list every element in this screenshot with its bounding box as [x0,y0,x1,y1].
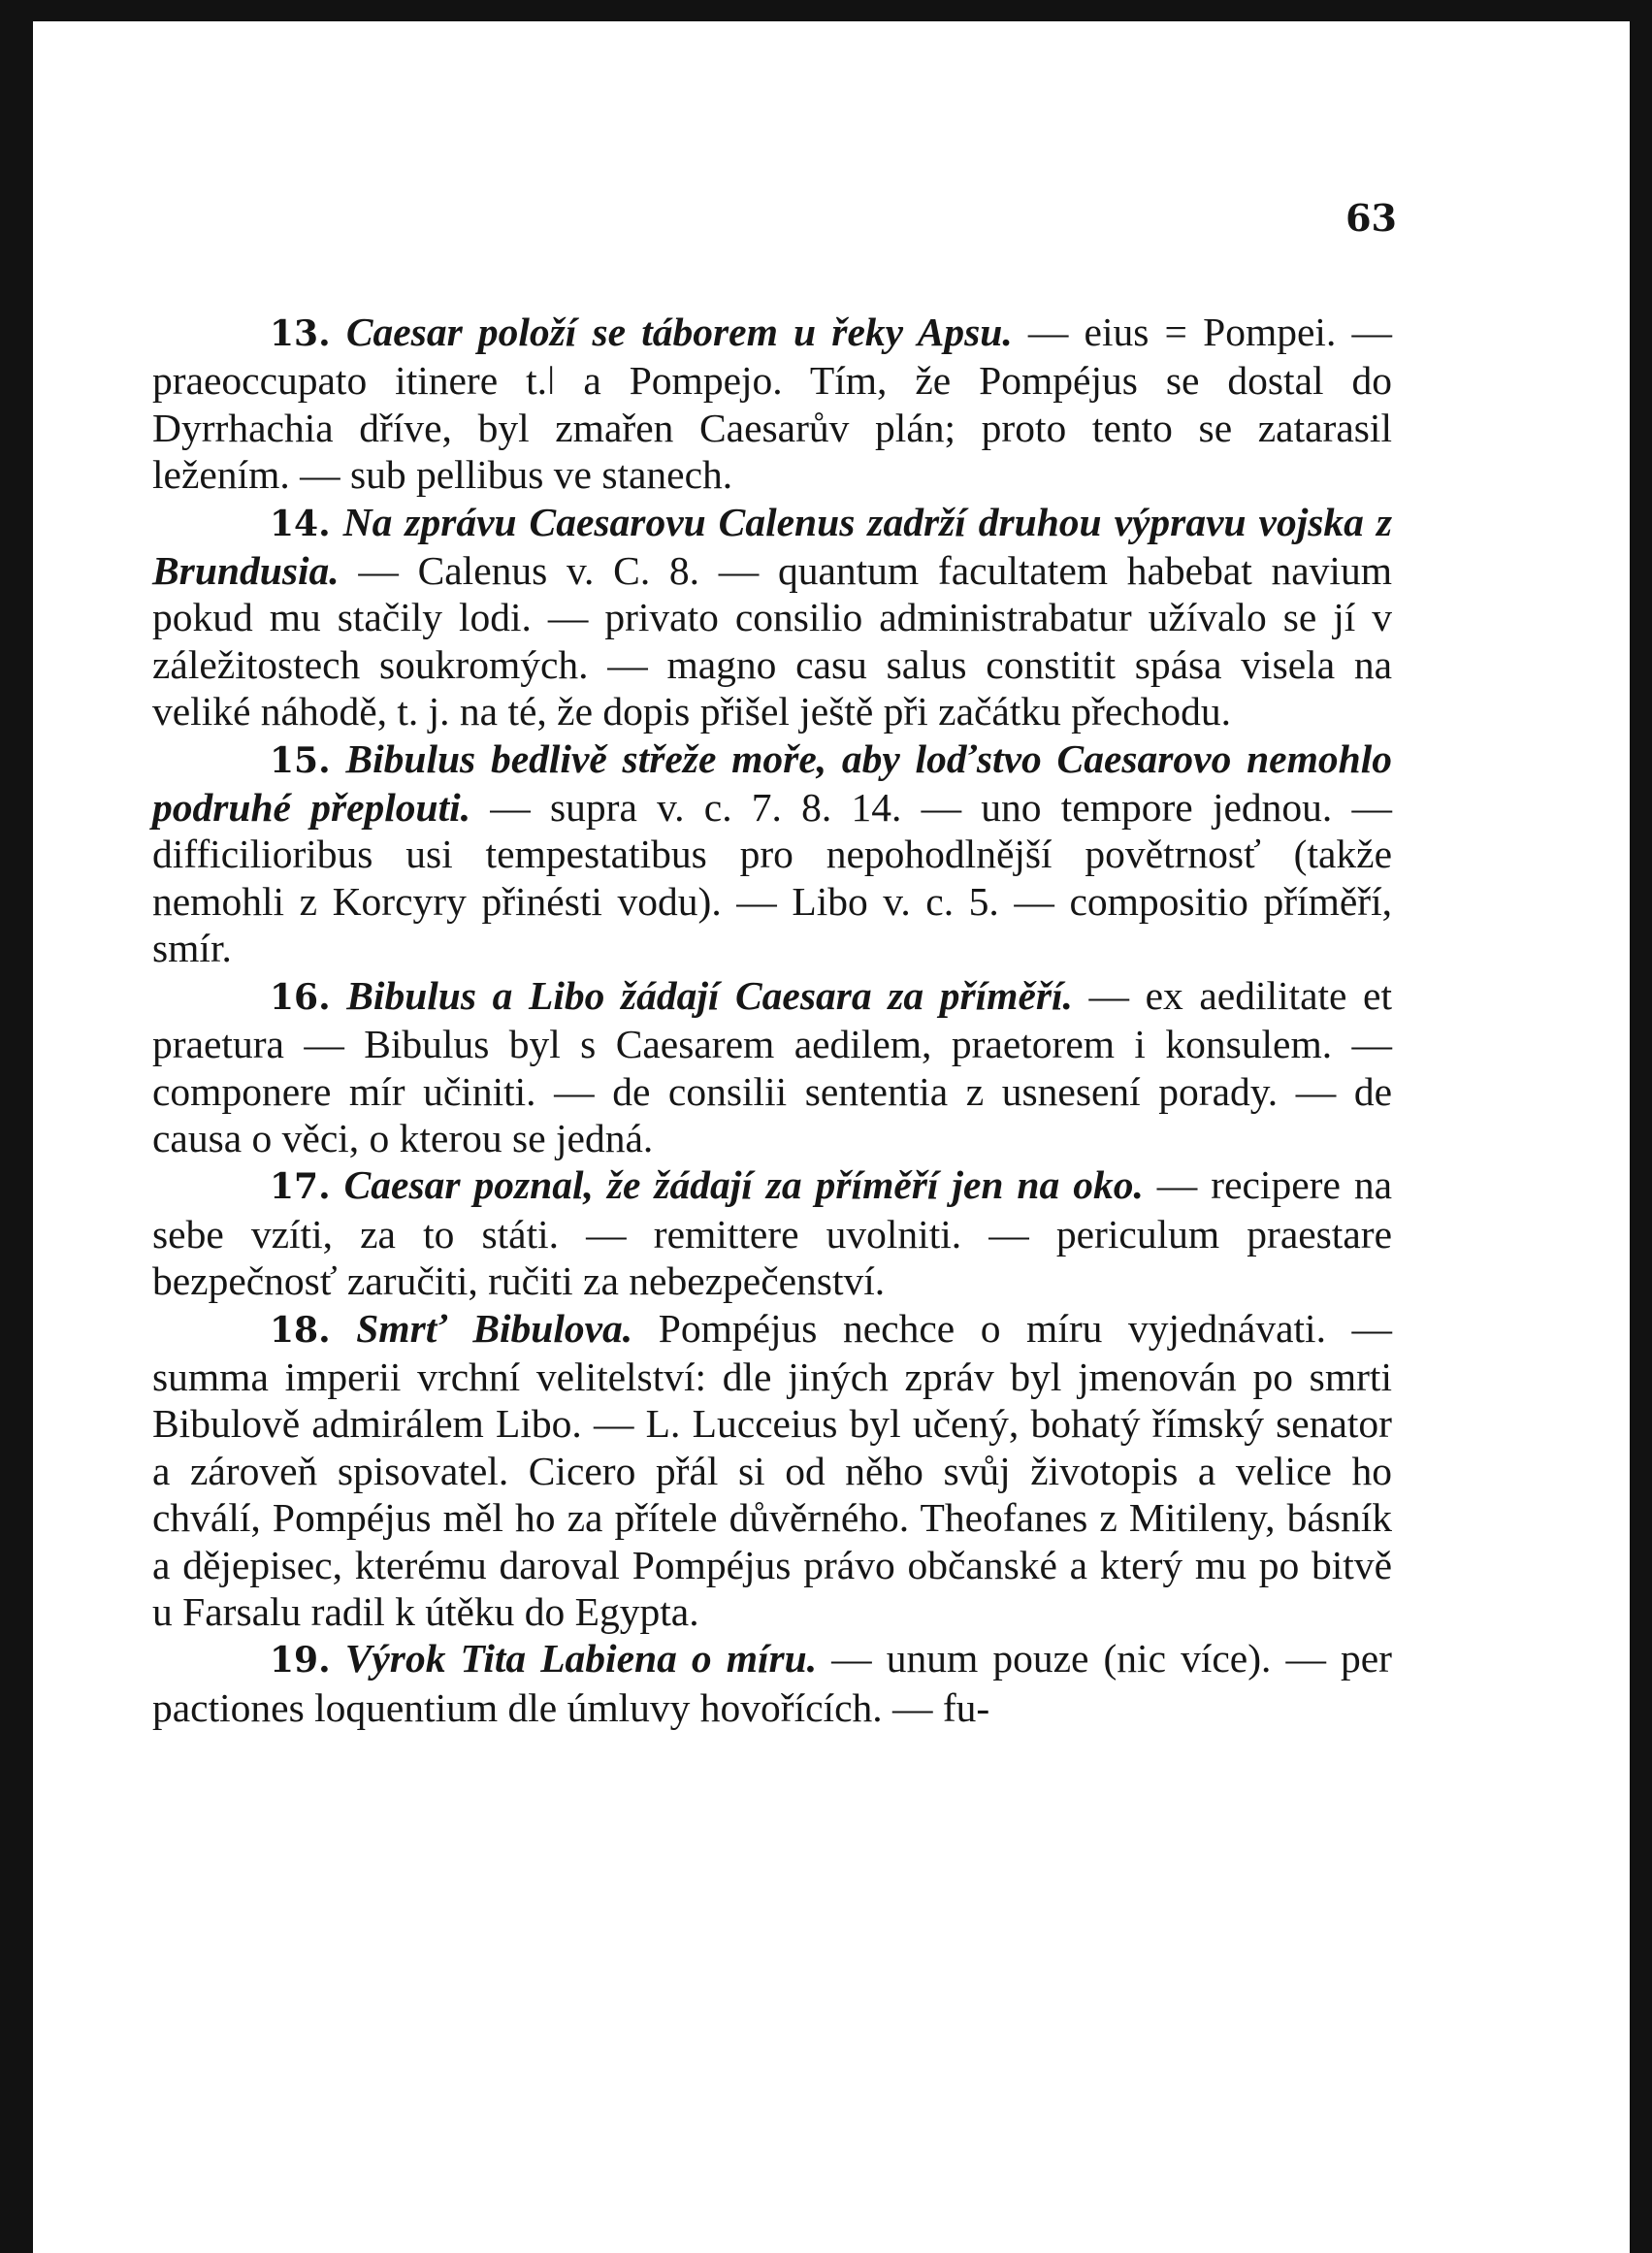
section-number: 15. [270,739,331,781]
section-number: 16. [270,976,331,1018]
section-title: Caesar položí se táborem u řeky Apsu. [345,310,1013,354]
section-number: 19. [270,1640,331,1682]
section-16 [152,972,1392,1162]
section-title: Výrok Tita Labiena o míru. [344,1636,818,1682]
section-body: — unum pouze (nic více). — per pactiones loquentium dle úmluvy hovořících. — fu- [152,1636,1392,1730]
section-body: — supra v. c. 7. 8. 14. — uno tempore jednou. — difficilioribus usi tempestatibus pro nepohodlnější povětrnosť (takže nemohli z Korcyry přinésti vodu). — Libo v. c. 5. — compositio příměří, smír. [152,785,1392,971]
section-18 [152,1305,1392,1636]
section-title: Bibulus bedlivě střeže moře, aby loďstvo Caesarovo nemohlo podruhé přeplouti. [152,735,1392,831]
section-body: — eius = Pompei. — praeoccupato itinere t.ǀ a Pompejo. Tím, že Pompéjus se dostal do Dyrrhachia dříve, byl zmařen Caesarův plán; proto tento se zatarasil ležením. — sub pellibus ve stanech. [152,310,1392,498]
scan-border-top [0,0,1652,21]
section-number: 13. [270,313,331,354]
scan-border-right [1630,0,1652,2253]
section-body: Pompéjus nechce o míru vyjednávati. — summa imperii vrchní velitelství: dle jiných zpráv byl jmenován po smrti Bibulově admirálem Libo. — L. Lucceius byl učený, bohatý římský senator a zároveň spisovatel. Cicero přál si od něho svůj životopis a velice ho chválí, Pompéjus měl ho za přítele důvěrného. Theofanes z Mitileny, básník a dějepisec, kterému daroval Pompéjus právo občanské a který mu po bitvě u Farsalu radil k útěku do Egypta. [152,1305,1392,1634]
section-19 [152,1635,1392,1731]
section-number: 14. [270,503,331,544]
section-number: 17. [270,1166,331,1208]
section-title: Smrť Bibulova. [356,1305,633,1351]
section-title: Caesar poznal, že žádají za příměří jen na oko. [343,1162,1144,1208]
section-title: Na zprávu Caesarovu Calenus zadrží druhou výpravu vojska z Brundusia. [152,499,1392,594]
scan-border-left [0,0,33,2253]
section-body: — recipere na sebe vzíti, za to státi. — remittere uvolniti. — periculum praestare bezpečnosť zaručiti, ručiti za nebezpečenství. [152,1162,1393,1304]
commentary-text [152,309,1392,1731]
section-13 [152,309,1392,499]
page-number: 63 [1345,196,1397,240]
section-title: Bibulus a Libo žádají Caesara za příměří. [346,972,1073,1018]
section-14 [152,499,1392,735]
section-number: 18. [270,1309,331,1351]
section-body: — ex aedilitate et praetura — Bibulus byl s Caesarem aedilem, praetorem i konsulem. — componere mír učiniti. — de consilii sententia z usnesení porady. — de causa o věci, o kterou se jedná. [152,972,1392,1160]
section-17 [152,1161,1392,1304]
section-body: — Calenus v. C. 8. — quantum facultatem habebat navium pokud mu stačily lodi. — privato consilio administrabatur užívalo se jí v záležitostech soukromých. — magno casu salus constitit spása visela na veliké náhodě, t. j. na té, že dopis přišel ještě při začátku přechodu. [152,548,1392,735]
section-15 [152,735,1392,972]
